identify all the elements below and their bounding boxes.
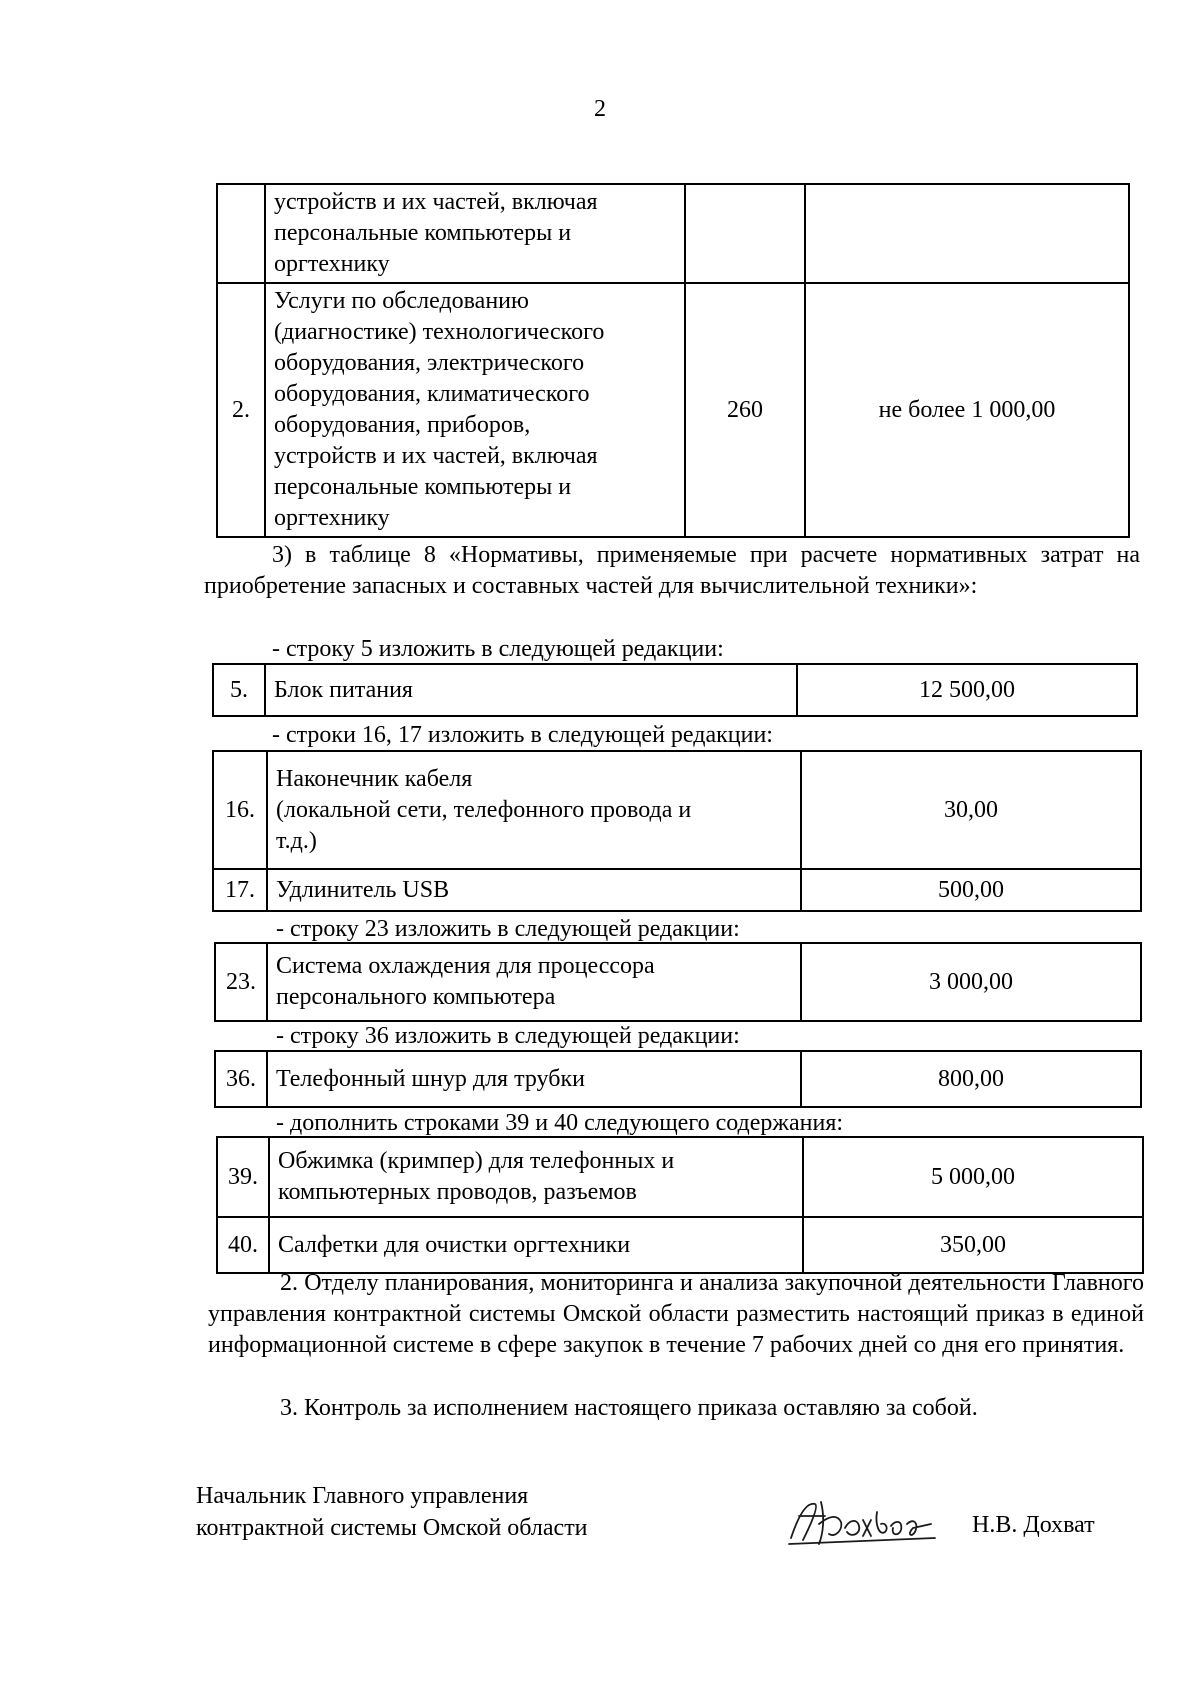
table-row <box>215 943 1141 1021</box>
row-value: 350,00 <box>803 1217 1143 1273</box>
continuation-table <box>216 183 1130 538</box>
row-value: 800,00 <box>801 1051 1141 1107</box>
row-name <box>265 184 685 283</box>
name-line: персональные компьютеры и <box>274 474 572 500</box>
instruction-row5: - строку 5 изложить в следующей редакции: <box>272 636 724 662</box>
name-line: оборудования, климатического <box>274 381 590 407</box>
name-line: компьютерных проводов, разъемов <box>278 1179 637 1205</box>
row-value: 500,00 <box>801 869 1141 911</box>
name-line: оргтехнику <box>274 505 390 531</box>
table-row <box>215 1051 1141 1107</box>
table-row5 <box>212 663 1138 717</box>
name-line: Наконечник кабеля <box>276 765 473 792</box>
name-line: т.д.) <box>276 827 317 854</box>
row-quantity: 260 <box>685 283 805 537</box>
row-name: Телефонный шнур для трубки <box>267 1051 801 1107</box>
table-row <box>213 664 1137 716</box>
name-line: устройств и их частей, включая <box>274 443 598 469</box>
name-line: оргтехнику <box>274 251 390 277</box>
name-line: устройств и их частей, включая <box>274 189 598 215</box>
row-number: 39. <box>217 1137 269 1217</box>
instruction-row36: - строку 36 изложить в следующей редакции: <box>276 1023 740 1049</box>
row-value: 5 000,00 <box>803 1137 1143 1217</box>
table-row <box>217 184 1129 283</box>
page-number: 2 <box>594 96 606 122</box>
row-value: 30,00 <box>801 751 1141 869</box>
item2-paragraph: 2. Отделу планирования, мониторинга и анализа закупочной деятельности Главного управления контрактной системы Омской области разместить настоящий приказ в единой информационной системе в сфере закупок в течение 7 рабочих дней со дня его принятия. <box>208 1270 1144 1358</box>
position-line: контрактной системы Омской области <box>196 1515 588 1541</box>
row-name <box>265 283 685 537</box>
row-value: 3 000,00 <box>801 943 1141 1021</box>
instruction-row23: - строку 23 изложить в следующей редакции: <box>276 916 740 942</box>
row-quantity <box>685 184 805 283</box>
name-line: персональные компьютеры и <box>274 220 572 246</box>
table-rows16-17 <box>212 750 1142 912</box>
row-price <box>805 184 1129 283</box>
row-name <box>269 1137 803 1217</box>
item3-final: 3. Контроль за исполнением настоящего приказа оставляю за собой. <box>280 1395 978 1421</box>
table-row23 <box>214 942 1142 1022</box>
row-name: Салфетки для очистки оргтехники <box>269 1217 803 1273</box>
row-name: Удлинитель USB <box>267 869 801 911</box>
name-line: персонального компьютера <box>276 984 556 1010</box>
row-number <box>217 184 265 283</box>
table-row <box>213 869 1141 911</box>
name-line: Обжимка (кримпер) для телефонных и <box>278 1148 675 1174</box>
name-line: оборудования, приборов, <box>274 412 531 438</box>
instruction-rows16-17: - строки 16, 17 изложить в следующей редакции: <box>272 722 773 748</box>
row-number: 2. <box>217 283 265 537</box>
row-name <box>267 751 801 869</box>
name-line: Система охлаждения для процессора <box>276 953 655 979</box>
row-number: 36. <box>215 1051 267 1107</box>
signatory-position <box>196 1480 588 1544</box>
table-row <box>213 751 1141 869</box>
name-line: (диагностике) технологического <box>274 319 605 345</box>
table-row <box>217 1217 1143 1273</box>
row-number: 5. <box>213 664 265 716</box>
table-row <box>217 283 1129 537</box>
instruction-rows39-40: - дополнить строками 39 и 40 следующего содержания: <box>276 1110 844 1136</box>
row-number: 16. <box>213 751 267 869</box>
row-name: Блок питания <box>265 664 797 716</box>
name-line: оборудования, электрического <box>274 350 585 376</box>
name-line: Услуги по обследованию <box>274 288 529 314</box>
row-price: не более 1 000,00 <box>805 283 1129 537</box>
position-line: Начальник Главного управления <box>196 1483 529 1509</box>
table-rows39-40 <box>216 1136 1144 1274</box>
row-name <box>267 943 801 1021</box>
name-line: (локальной сети, телефонного провода и <box>276 796 692 823</box>
row-value: 12 500,00 <box>797 664 1137 716</box>
row-number: 17. <box>213 869 267 911</box>
signatory-name: Н.В. Дохват <box>972 1512 1095 1538</box>
table-row36 <box>214 1050 1142 1108</box>
handwritten-signature <box>785 1494 955 1550</box>
row-number: 40. <box>217 1217 269 1273</box>
table-row <box>217 1137 1143 1217</box>
item3-paragraph: 3) в таблице 8 «Нормативы, применяемые при расчете нормативных затрат на приобретение запасных и составных частей для вычислительной техники»: <box>204 542 1140 599</box>
row-number: 23. <box>215 943 267 1021</box>
